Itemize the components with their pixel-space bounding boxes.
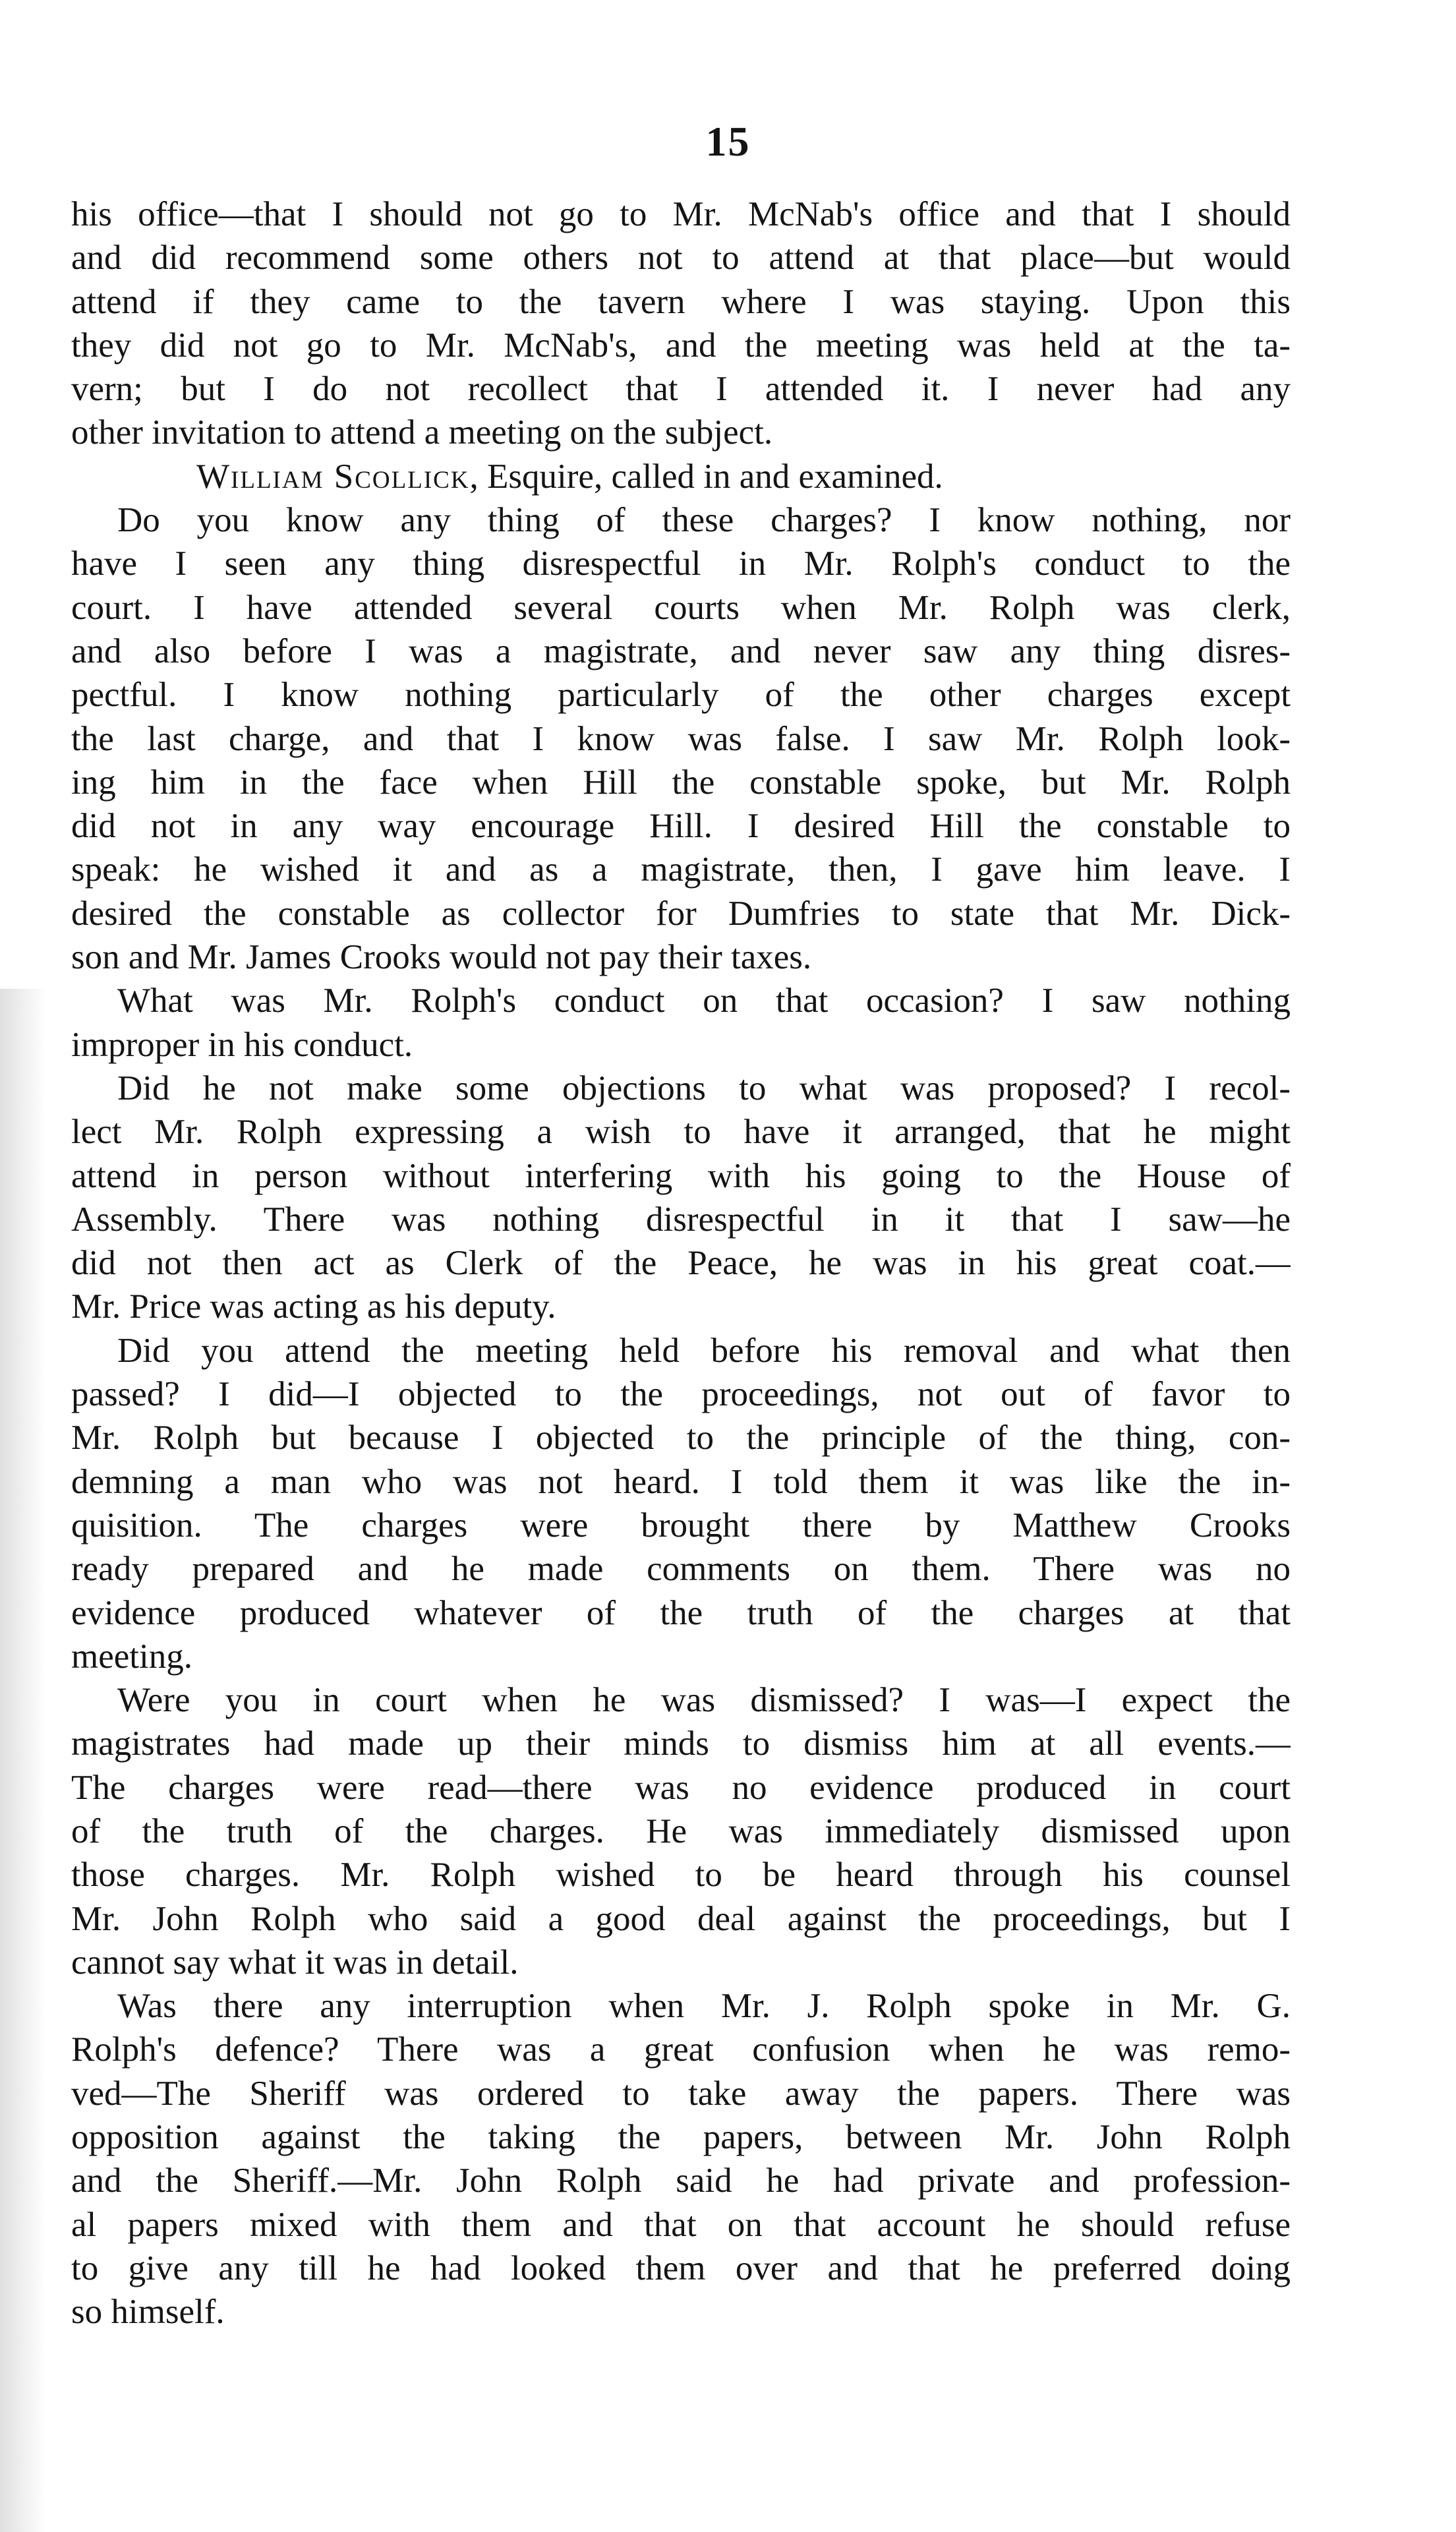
text-line: evidence produced whatever of the truth of the charges at that <box>71 1593 1291 1632</box>
text-line: did not in any way encourage Hill. I desired Hill the constable to <box>71 807 1291 846</box>
text-line: cannot say what it was in detail. <box>71 1943 519 1982</box>
text-line: have I seen any thing disrespectful in Mr. Rolph's conduct to the <box>71 545 1291 583</box>
paragraph <box>71 979 1291 1067</box>
paragraph <box>71 1678 1291 1984</box>
text-line: Did you attend the meeting held before his removal and what then <box>117 1331 1291 1370</box>
text-line: and did recommend some others not to attend at that place—but would <box>71 239 1291 278</box>
text-line: so himself. <box>71 2293 225 2332</box>
paragraph <box>71 192 1291 455</box>
paragraph <box>71 498 1291 979</box>
text-line: attend if they came to the tavern where I was staying. Upon this <box>71 282 1291 321</box>
text-line: Rolph's defence? There was a great confusion when he was remo- <box>71 2030 1291 2069</box>
body-text <box>71 192 1291 2334</box>
text-line: Was there any interruption when Mr. J. Rolph spoke in Mr. G. <box>117 1987 1291 2026</box>
text-line: attend in person without interfering with his going to the House of <box>71 1156 1291 1195</box>
text-line: to give any till he had looked them over and that he preferred doing <box>71 2249 1291 2287</box>
text-line: improper in his conduct. <box>71 1025 413 1064</box>
witness-heading-rest: , Esquire, called in and examined. <box>469 457 943 496</box>
text-line: did not then act as Clerk of the Peace, he was in his great coat.— <box>71 1244 1291 1283</box>
text-line: ing him in the face when Hill the constable spoke, but Mr. Rolph <box>71 763 1291 802</box>
text-line: son and Mr. James Crooks would not pay their taxes. <box>71 938 812 977</box>
text-line: his office—that I should not go to Mr. McNab's office and that I should <box>71 195 1291 233</box>
text-line: Mr. Price was acting as his deputy. <box>71 1287 556 1326</box>
paragraph <box>71 1329 1291 1678</box>
text-line: What was Mr. Rolph's conduct on that occasion? I saw nothing <box>117 982 1291 1020</box>
text-line: demning a man who was not heard. I told them it was like the in- <box>71 1462 1291 1501</box>
text-line: speak: he wished it and as a magistrate, then, I gave him leave. I <box>71 850 1291 889</box>
text-line: vern; but I do not recollect that I attended it. I never had any <box>71 370 1291 409</box>
text-line: Did he not make some objections to what was proposed? I recol- <box>117 1069 1291 1107</box>
paragraph <box>71 1984 1291 2334</box>
witness-heading <box>71 455 1291 498</box>
text-line: desired the constable as collector for Dumfries to state that Mr. Dick- <box>71 894 1291 933</box>
text-line: Mr. Rolph but because I objected to the principle of the thing, con- <box>71 1419 1291 1457</box>
text-line: Do you know any thing of these charges? I know nothing, nor <box>117 501 1291 540</box>
text-line: opposition against the taking the papers, between Mr. John Rolph <box>71 2118 1291 2157</box>
text-line: magistrates had made up their minds to dismiss him at all events.— <box>71 1724 1291 1763</box>
text-line: Were you in court when he was dismissed? I was—I expect the <box>117 1681 1291 1720</box>
text-line: court. I have attended several courts when Mr. Rolph was clerk, <box>71 588 1291 627</box>
page-number: 15 <box>705 118 751 165</box>
text-line: pectful. I know nothing particularly of the other charges except <box>71 676 1291 715</box>
paragraph <box>71 1067 1291 1329</box>
text-line: The charges were read—there was no evidence produced in court <box>71 1768 1291 1807</box>
text-line: the last charge, and that I know was false. I saw Mr. Rolph look- <box>71 719 1291 758</box>
text-line: al papers mixed with them and that on that account he should refuse <box>71 2205 1291 2244</box>
text-line: of the truth of the charges. He was immediately dismissed upon <box>71 1811 1291 1850</box>
text-line: those charges. Mr. Rolph wished to be heard through his counsel <box>71 1856 1291 1895</box>
text-line: passed? I did—I objected to the proceedings, not out of favor to <box>71 1375 1291 1414</box>
text-line: and also before I was a magistrate, and never saw any thing disres- <box>71 632 1291 670</box>
text-line: and the Sheriff.—Mr. John Rolph said he had private and profession- <box>71 2162 1291 2200</box>
text-line: ved—The Sheriff was ordered to take away the papers. There was <box>71 2074 1291 2113</box>
page-spine-shadow <box>0 989 46 2532</box>
text-line: other invitation to attend a meeting on the subject. <box>71 413 773 452</box>
text-line: quisition. The charges were brought there by Matthew Crooks <box>71 1506 1291 1545</box>
text-line: ready prepared and he made comments on them. There was no <box>71 1550 1291 1589</box>
text-line: lect Mr. Rolph expressing a wish to have it arranged, that he might <box>71 1113 1291 1152</box>
text-line: they did not go to Mr. McNab's, and the meeting was held at the ta- <box>71 326 1291 365</box>
text-line: Mr. John Rolph who said a good deal against the proceedings, but I <box>71 1899 1291 1938</box>
text-line: Assembly. There was nothing disrespectful in it that I saw—he <box>71 1200 1291 1239</box>
witness-name: William Scollick <box>196 457 470 496</box>
text-line: meeting. <box>71 1637 192 1676</box>
